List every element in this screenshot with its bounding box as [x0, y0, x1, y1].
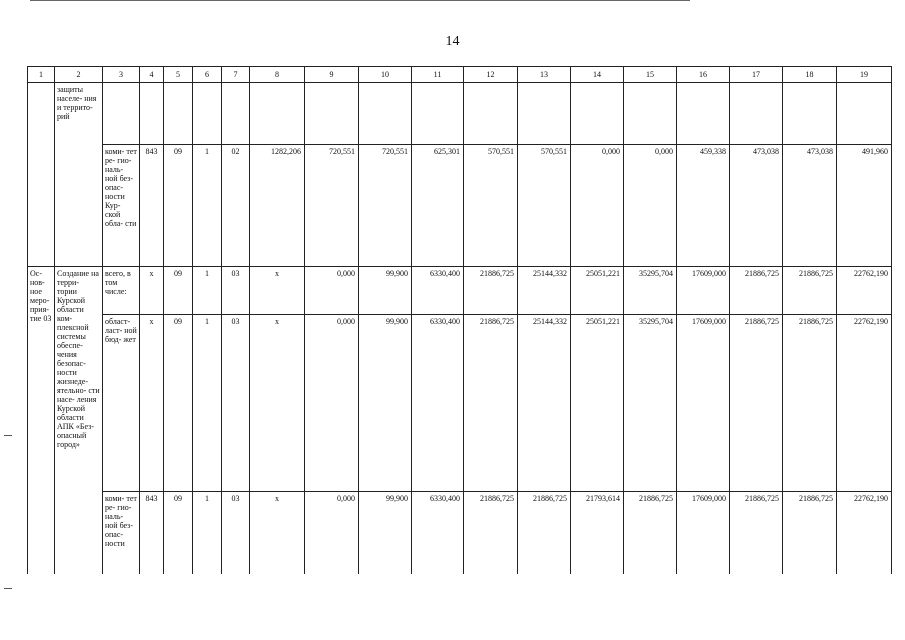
column-header: 12: [464, 67, 518, 83]
measure-name-cell: защиты населе- ния и террито- рий: [55, 83, 103, 267]
column-header: 3: [103, 67, 140, 83]
table-row: [28, 83, 892, 145]
table-cell: 473,038: [730, 145, 783, 267]
column-header: 1: [28, 67, 55, 83]
table-cell: [250, 83, 305, 145]
executor-cell: коми- тет ре- гио- наль- ной без- опас- ности Кур- ской обла- сти: [103, 145, 140, 267]
table-cell: 03: [222, 315, 250, 492]
table-cell: x: [250, 267, 305, 315]
table-cell: 09: [164, 267, 193, 315]
table-cell: [359, 83, 412, 145]
top-rule: [30, 0, 690, 1]
table-cell: 21886,725: [783, 315, 837, 492]
table-cell: 459,338: [677, 145, 730, 267]
budget-table: [27, 66, 892, 574]
header-row: [28, 67, 892, 83]
table-cell: 21886,725: [783, 267, 837, 315]
column-header: 9: [305, 67, 359, 83]
table-cell: 0,000: [571, 145, 624, 267]
table-cell: 22762,190: [837, 267, 892, 315]
table-cell: 1: [193, 267, 222, 315]
table-cell: [464, 83, 518, 145]
table-cell: 1: [193, 492, 222, 575]
table-cell: [193, 83, 222, 145]
table-cell: 99,900: [359, 315, 412, 492]
executor-cell: всего, в том числе:: [103, 267, 140, 315]
table-cell: [305, 83, 359, 145]
column-header: 11: [412, 67, 464, 83]
page-number: 14: [445, 34, 460, 49]
table-cell: [783, 83, 837, 145]
table-cell: 17609,000: [677, 267, 730, 315]
executor-cell: област- ласт- ной бюд- жет: [103, 315, 140, 492]
table-cell: 1: [193, 145, 222, 267]
table-cell: [730, 83, 783, 145]
table-cell: [164, 83, 193, 145]
table-cell: [837, 83, 892, 145]
table-cell: 21886,725: [464, 315, 518, 492]
table-cell: 21886,725: [783, 492, 837, 575]
column-header: 18: [783, 67, 837, 83]
table-cell: 25144,332: [518, 315, 571, 492]
table-row: [28, 145, 892, 267]
column-header: 10: [359, 67, 412, 83]
table-cell: 22762,190: [837, 315, 892, 492]
table-cell: 570,551: [518, 145, 571, 267]
table-cell: 25051,221: [571, 267, 624, 315]
table-cell: [140, 83, 164, 145]
column-header: 4: [140, 67, 164, 83]
measure-name-cell: Создание на терри- тории Курской области ком- плексной системы обеспе- чения безопас- ности жизнеде- ятельно- сти насе- ления Курской области АПК «Без- опасный город»: [55, 267, 103, 575]
table-cell: 21886,725: [624, 492, 677, 575]
table-cell: [571, 83, 624, 145]
table-cell: 22762,190: [837, 492, 892, 575]
table-cell: x: [250, 315, 305, 492]
table-cell: 99,900: [359, 267, 412, 315]
table-cell: 21886,725: [518, 492, 571, 575]
table-row: [28, 492, 892, 575]
column-header: 2: [55, 67, 103, 83]
table-cell: 25144,332: [518, 267, 571, 315]
table-cell: 6330,400: [412, 315, 464, 492]
table-cell: 625,301: [412, 145, 464, 267]
table-cell: 0,000: [305, 492, 359, 575]
column-header: 14: [571, 67, 624, 83]
table-cell: 03: [222, 492, 250, 575]
table-cell: x: [140, 315, 164, 492]
table-cell: 21793,614: [571, 492, 624, 575]
table-cell: 03: [222, 267, 250, 315]
table-cell: 1282,206: [250, 145, 305, 267]
table-cell: 21886,725: [730, 492, 783, 575]
table-cell: 17609,000: [677, 492, 730, 575]
table-row: [28, 315, 892, 492]
table-cell: 6330,400: [412, 492, 464, 575]
table-cell: 491,960: [837, 145, 892, 267]
table-cell: 0,000: [305, 315, 359, 492]
table-cell: 17609,000: [677, 315, 730, 492]
column-header: 15: [624, 67, 677, 83]
table-cell: [624, 83, 677, 145]
column-header: 19: [837, 67, 892, 83]
table-cell: 25051,221: [571, 315, 624, 492]
column-header: 13: [518, 67, 571, 83]
table-cell: 21886,725: [464, 492, 518, 575]
table-cell: [222, 83, 250, 145]
table-row: [28, 267, 892, 315]
table-cell: 35295,704: [624, 315, 677, 492]
table-cell: 570,551: [464, 145, 518, 267]
table-cell: 02: [222, 145, 250, 267]
margin-mark: [4, 588, 12, 589]
table-cell: 6330,400: [412, 267, 464, 315]
column-header: 7: [222, 67, 250, 83]
table-cell: [103, 83, 140, 145]
column-header: 5: [164, 67, 193, 83]
table-cell: 21886,725: [464, 267, 518, 315]
column-header: 8: [250, 67, 305, 83]
table-cell: 0,000: [624, 145, 677, 267]
table-cell: 0,000: [305, 267, 359, 315]
column-header: 17: [730, 67, 783, 83]
table-cell: [28, 83, 55, 267]
table-cell: 843: [140, 145, 164, 267]
table-cell: 1: [193, 315, 222, 492]
table-cell: x: [140, 267, 164, 315]
table-cell: 21886,725: [730, 267, 783, 315]
table-cell: [412, 83, 464, 145]
table-cell: [518, 83, 571, 145]
table-cell: x: [250, 492, 305, 575]
table-cell: 09: [164, 315, 193, 492]
table-cell: 720,551: [359, 145, 412, 267]
table-cell: 843: [140, 492, 164, 575]
executor-cell: коми- тет ре- гио- наль- ной без- опас- ности: [103, 492, 140, 575]
table-cell: 09: [164, 145, 193, 267]
column-header: 16: [677, 67, 730, 83]
table-cell: 473,038: [783, 145, 837, 267]
table-cell: 720,551: [305, 145, 359, 267]
measure-number-cell: Ос- нов- ное меро- прия- тие 03: [28, 267, 55, 575]
table-cell: 21886,725: [730, 315, 783, 492]
table-cell: 99,900: [359, 492, 412, 575]
table-cell: [677, 83, 730, 145]
table-cell: 09: [164, 492, 193, 575]
margin-mark: [4, 435, 12, 436]
table-cell: 35295,704: [624, 267, 677, 315]
column-header: 6: [193, 67, 222, 83]
